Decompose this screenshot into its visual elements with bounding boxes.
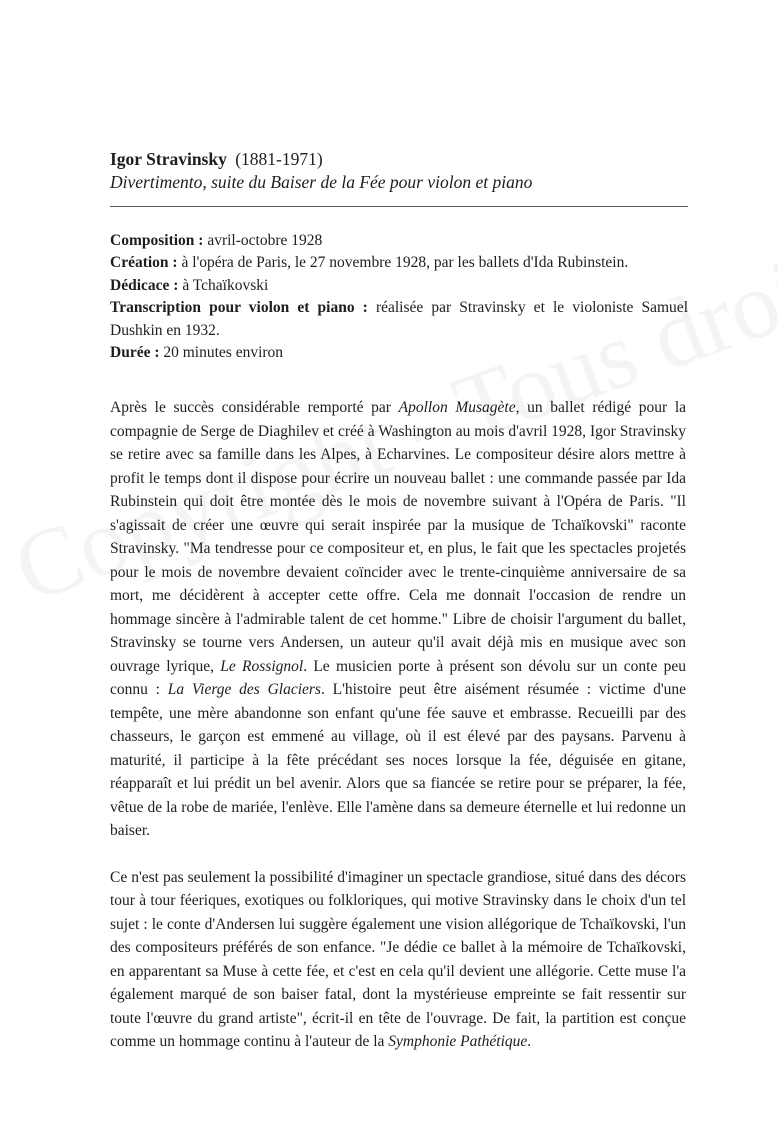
composer-line: [110, 148, 688, 170]
work-facts: [110, 230, 688, 364]
text-run: . L'histoire peut être aisément résumée : victime d'une tempête, une mère abandonne son enfant qu'une fée sauve et embrasse. Recueilli par des chasseurs, le garçon est emmené au village, où il est élevé par des paysans. Parvenu à maturité, il participe à la fête précédant ses noces lorsque la fée, déguisée en gitane, réapparaît et lui prédit un bel avenir. Alors que sa fiancée se retire pour se préparer, la fée, vêtue de la robe de mariée, l'enlève. Elle l'amène dans sa demeure éternelle et lui redonne un baiser.: [110, 681, 687, 839]
composer-name: Igor Stravinsky: [110, 149, 227, 169]
fact-dedication: [110, 275, 688, 297]
fact-creation: [110, 252, 688, 274]
fact-value: à l'opéra de Paris, le 27 novembre 1928, par les ballets d'Ida Rubinstein.: [181, 254, 629, 272]
text-run: Après le succès considérable remporté par: [110, 399, 399, 416]
text-run: Ce n'est pas seulement la possibilité d'imaginer un spectacle grandiose, situé dans des décors tour à tour féeriques, exotiques ou folkloriques, qui motive Stravinsky dans le choix d'un tel sujet : le conte d'Andersen lui suggère également une vision allégorique de Tchaïkovski, l'un des compositeurs préférés de son enfance. "Je dédie ce ballet à la mémoire de Tchaïkovski, en apparentant sa Muse à cette fée, et c'est en cela qu'il devient une allégorie. Cette muse l'a également marqué de son baiser fatal, dont la mystérieuse empreinte se fait ressentir sur toute l'œuvre du grand artiste", écrit-il en tête de l'ouvrage. De fait, la partition est conçue comme un hommage continu à l'auteur de la: [110, 868, 686, 1050]
composer-dates: (1881-1971): [235, 149, 323, 169]
work-reference: La Vierge des Glaciers: [167, 681, 321, 698]
fact-label: Création :: [110, 254, 178, 272]
fact-value: 20 minutes environ: [163, 344, 284, 362]
work-reference: Apollon Musagète: [398, 399, 516, 416]
work-title: Divertimento, suite du Baiser de la Fée pour violon et piano: [110, 172, 533, 192]
fact-duration: [110, 342, 688, 364]
header-divider: [110, 206, 688, 207]
program-notes: [110, 396, 686, 1077]
work-reference: Le Rossignol: [220, 657, 304, 675]
fact-label: Dédicace :: [110, 276, 179, 294]
text-run: .: [527, 1033, 532, 1050]
fact-label: Durée :: [110, 344, 160, 362]
fact-transcription: [110, 297, 688, 342]
fact-value: avril-octobre 1928: [207, 232, 323, 249]
fact-composition: [110, 230, 688, 252]
fact-value: à Tchaïkovski: [182, 276, 269, 294]
program-header: [110, 148, 688, 194]
fact-value: réalisée par Stravinsky et le violoniste Samuel Dushkin en 1932.: [110, 299, 688, 339]
text-run: , un ballet rédigé pour la compagnie de Serge de Diaghilev et créé à Washington au mois d'avril 1928, Igor Stravinsky se retire avec sa famille dans les Alpes, à Echarvines. Le compositeur désire alors mettre à profit le temps dont il dispose pour écrire un nouveau ballet : une commande passée par Ida Rubinstein qui doit être montée dès le mois de novembre suivant à l'Opéra de Paris. "Il s'agissait de créer une œuvre qui serait inspirée par la musique de Tchaïkovski" raconte Stravinsky. "Ma tendresse pour ce compositeur et, en plus, le fait que les spectacles projetés pour le mois de novembre devaient coïncider avec le trente-cinquième anniversaire de sa mort, me décidèrent à accepter cette offre. Cela me donnait l'occasion de rendre un hommage sincère à l'admirable talent de cet homme." Libre de choisir l'argument du ballet, Stravinsky se tourne vers Andersen, un auteur qu'il avait déjà mis en musique avec son ouvrage lyrique,: [110, 399, 687, 675]
paragraph-2: [110, 866, 686, 1054]
text-run: . Le musicien porte à présent son dévolu sur un conte peu connu :: [110, 657, 686, 698]
work-reference: Symphonie Pathétique: [388, 1033, 528, 1050]
paragraph-1: [110, 396, 686, 843]
fact-label: Transcription pour violon et piano :: [110, 299, 368, 317]
fact-label: Composition :: [110, 232, 204, 249]
